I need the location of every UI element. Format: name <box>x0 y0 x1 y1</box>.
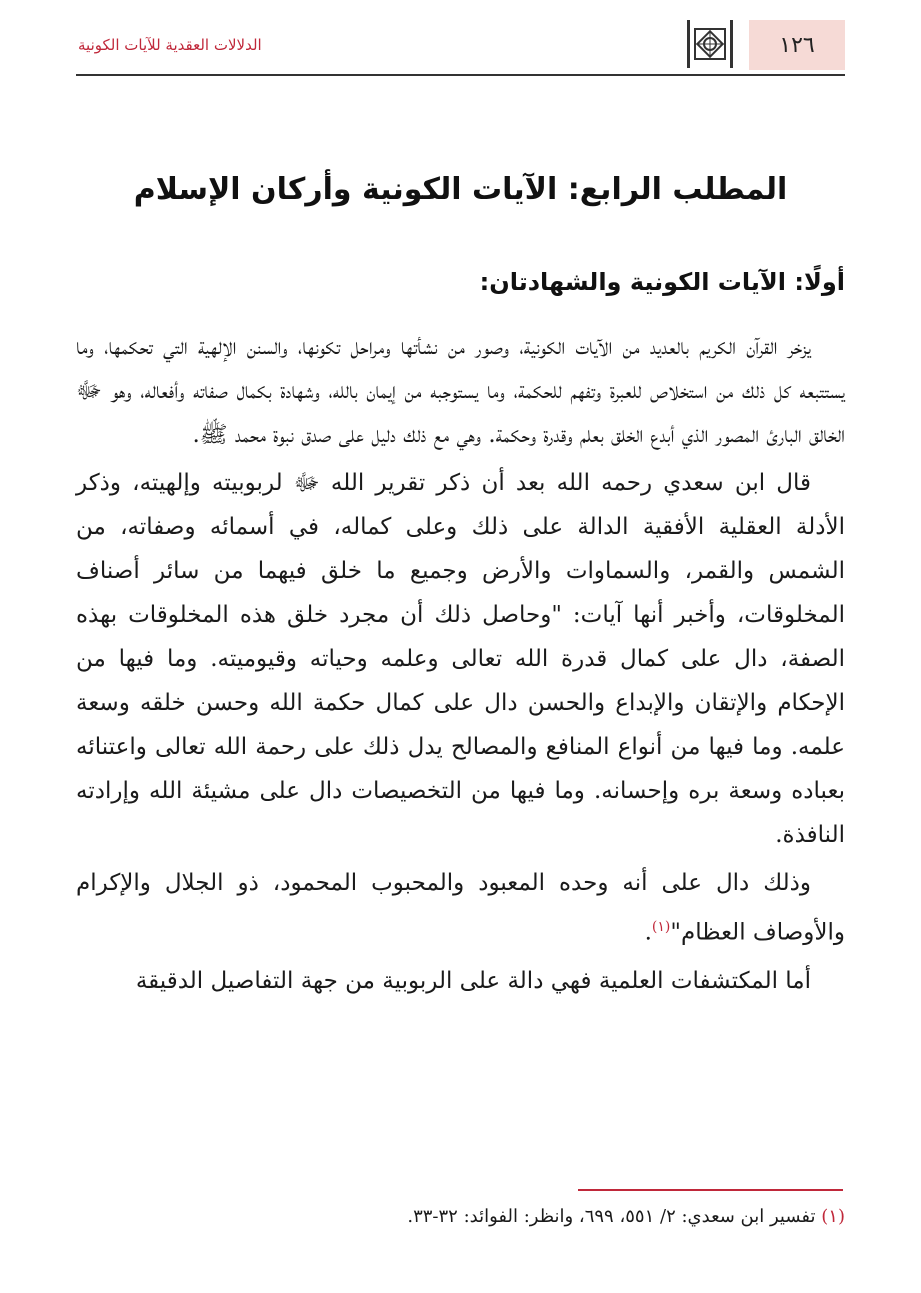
footnote-divider <box>578 1189 843 1191</box>
section-title: المطلب الرابع: الآيات الكونية وأركان الإسلام <box>133 172 788 207</box>
page-header <box>0 0 921 80</box>
footnote-marker[interactable]: (١) <box>651 919 671 935</box>
footnote-text: تفسير ابن سعدي: ٢/ ٥٥١، ٦٩٩، وانظر: الفوائد: ٣٢-٣٣. <box>407 1206 816 1227</box>
paragraph-3-end: . <box>644 919 652 946</box>
book-title: الدلالات العقدية للآيات الكونية <box>78 36 262 54</box>
paragraph-3-text: وذلك دال على أنه وحده المعبود والمحبوب المحمود، ذو الجلال والإكرام والأوصاف العظام" <box>76 870 845 946</box>
footnote-number: (١) <box>821 1206 845 1227</box>
paragraph-2: قال ابن سعدي رحمه الله بعد أن ذكر تقرير الله ﷻ لربوبيته وإلهيته، وذكر الأدلة العقلية الأفقية الدالة على ذلك وعلى كماله، في أسمائه وصفاته، من الشمس والقمر، والسماوات والأرض وجميع ما خلق فيهما من سائر أصناف المخلوقات، وأخبر أنها آيات: "وحاصل ذلك أن مجرد خلق هذه المخلوقات بهذه الصفة، دال على كمال قدرة الله تعالى وعلمه وحياته وقيوميته. وما فيها من الإحكام والإتقان والإبداع والحسن دال على كمال حكمة الله وحسن خلقه وسعة علمه. وما فيها من أنواع المنافع والمصالح يدل ذلك على رحمة الله تعالى واعتنائه بعباده وسعة بره وإحسانه. وما فيها من التخصيصات دال على مشيئة الله وإرادته النافذة. <box>76 470 845 848</box>
geometric-ornament-icon <box>687 20 733 68</box>
paragraph-3 <box>76 861 845 955</box>
header-divider <box>76 74 845 76</box>
paragraph-4: أما المكتشفات العلمية فهي دالة على الربوبية من جهة التفاصيل الدقيقة <box>135 967 811 994</box>
paragraph-1: يزخر القرآن الكريم بالعديد من الآيات الكونية، وصور من نشأتها ومراحل تكونها، والسنن الإلهية التي تحكمها، وما يستتبعه كل ذلك من استخلاص للعبرة وتفهم للحكمة، وما يستوجبه من إيمان بالله، وشهادة بكمال صفاته وأفعاله، وهو ﷻ الخالق البارئ المصور الذي أبدع الخلق بعلم وقدرة وحكمة. وهي مع ذلك دليل على صدق نبوة محمد ﷺ. <box>76 334 845 448</box>
page-number: ١٢٦ <box>749 20 845 70</box>
subsection-title: أولًا: الآيات الكونية والشهادتان: <box>479 268 845 296</box>
body-text <box>76 325 845 1007</box>
footnote <box>407 1206 845 1227</box>
